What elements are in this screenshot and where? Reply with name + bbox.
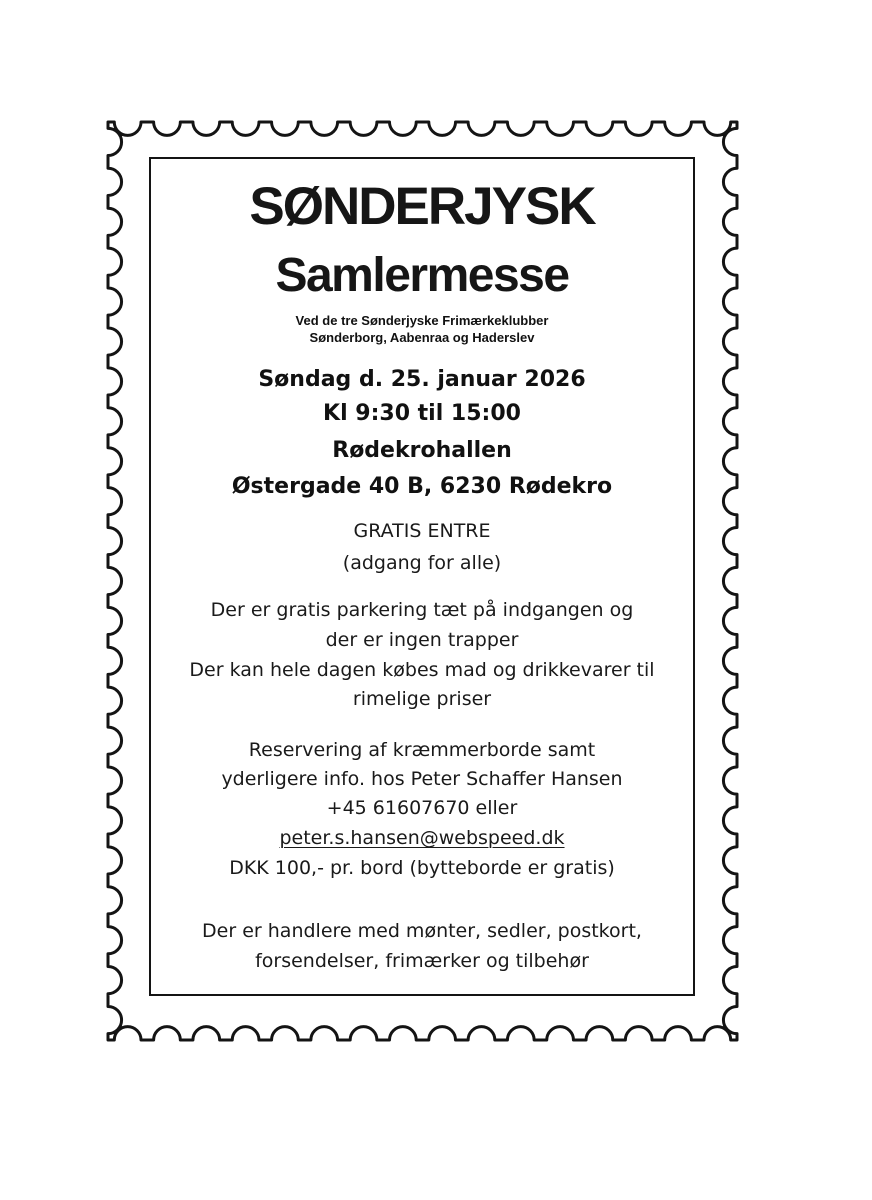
entry-title: GRATIS ENTRE [353, 520, 491, 542]
reservation-phone: +45 61607670 eller [326, 797, 518, 819]
event-venue: Rødekrohallen [332, 438, 512, 463]
event-date: Søndag d. 25. januar 2026 [258, 367, 586, 392]
reservation-email-link[interactable]: peter.s.hansen@webspeed.dk [279, 827, 565, 849]
food-info-line-1: Der kan hele dagen købes mad og drikkevarer til [189, 659, 655, 681]
entry-note: (adgang for alle) [342, 552, 502, 574]
reservation-info-line-1: Reservering af kræmmerborde samt [248, 739, 596, 761]
poster-title-line-2: Samlermesse [275, 249, 569, 302]
poster-title-line-1: SØNDERJYSK [249, 177, 595, 236]
event-address: Østergade 40 B, 6230 Rødekro [231, 474, 613, 499]
parking-info-line-2: der er ingen trapper [325, 629, 519, 651]
food-info-line-2: rimelige priser [352, 688, 492, 710]
organizer-line-1: Ved de tre Sønderjyske Frimærkeklubber [295, 313, 549, 328]
parking-info-line-1: Der er gratis parkering tæt på indgangen og [210, 599, 634, 621]
event-time: Kl 9:30 til 15:00 [323, 401, 521, 426]
reservation-email-row [130, 829, 714, 848]
organizer-line-2: Sønderborg, Aabenraa og Haderslev [309, 330, 535, 345]
dealers-info-line-1: Der er handlere med mønter, sedler, postkort, [202, 920, 642, 942]
table-price: DKK 100,- pr. bord (bytteborde er gratis) [229, 857, 615, 879]
dealers-info-line-2: forsendelser, frimærker og tilbehør [255, 950, 589, 972]
reservation-info-line-2: yderligere info. hos Peter Schaffer Hansen [221, 768, 623, 790]
